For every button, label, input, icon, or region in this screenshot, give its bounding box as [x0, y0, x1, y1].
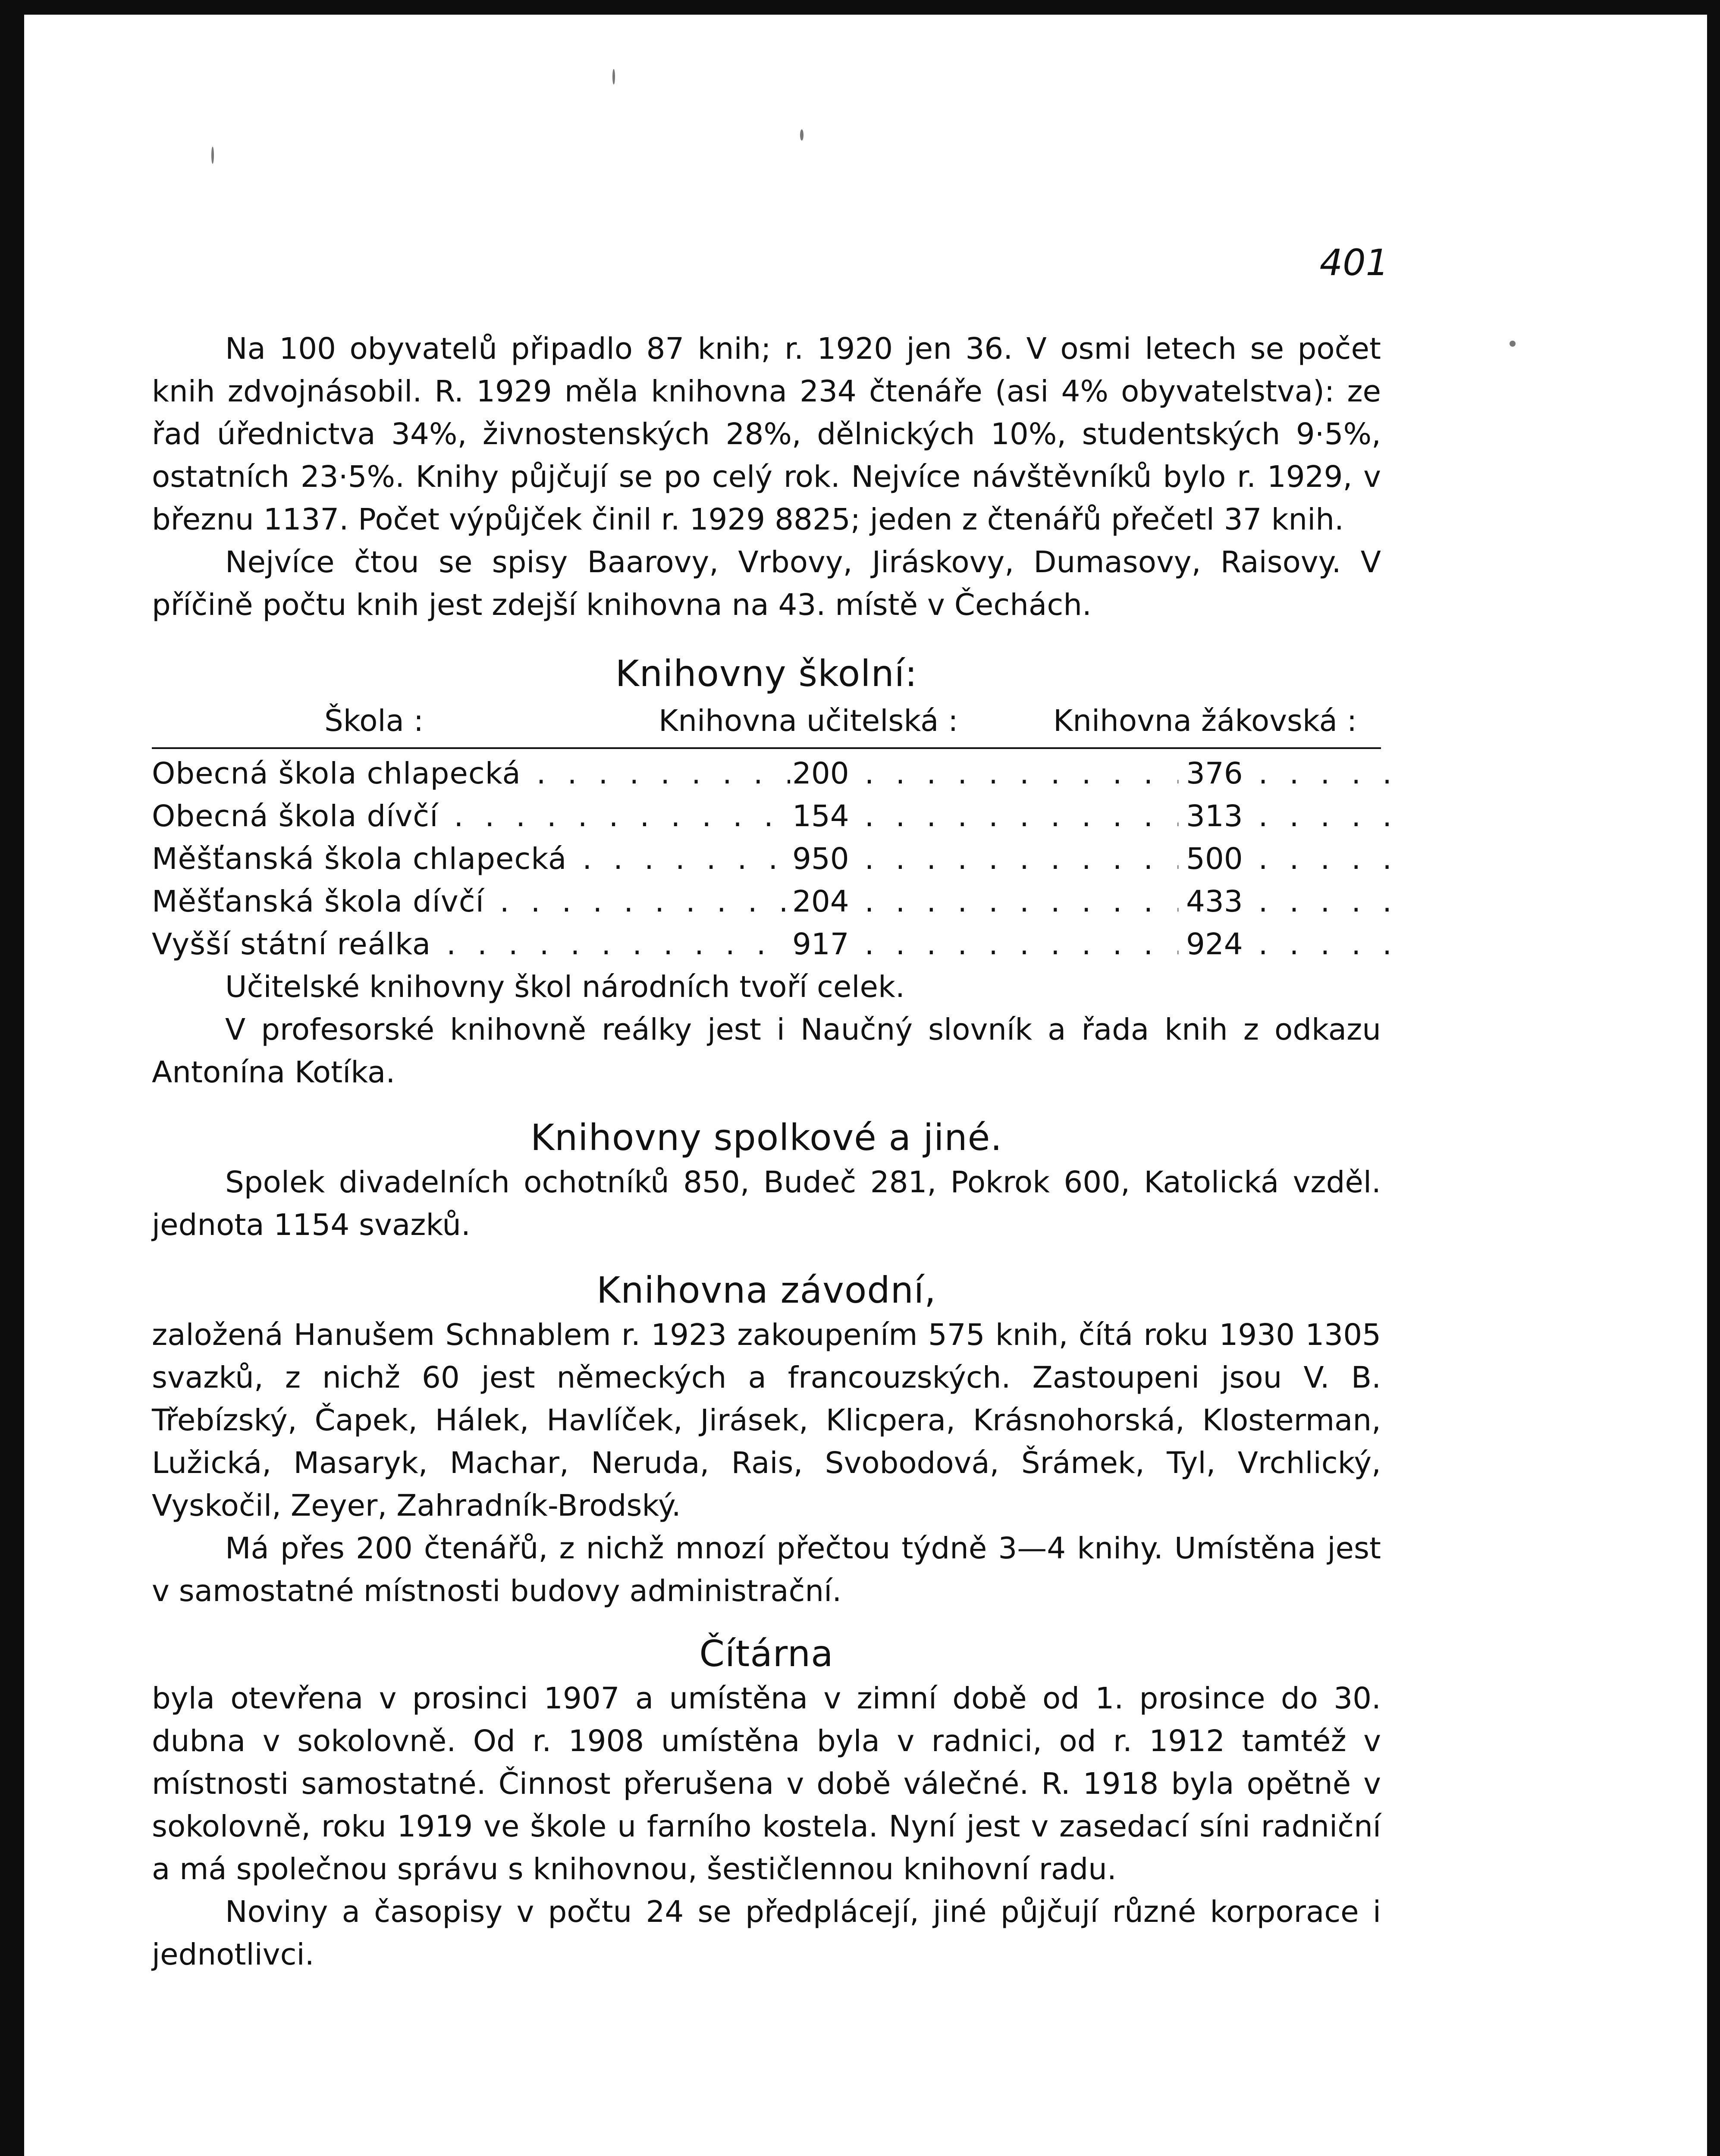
table-row	[152, 752, 1381, 795]
table-row	[152, 881, 1381, 923]
table-row	[152, 795, 1381, 838]
scan-speck	[1510, 341, 1516, 347]
table-rule	[152, 747, 1381, 749]
factory-library-paragraph-1: založená Hanušem Schnablem r. 1923 zakoupením 575 knih, čítá roku 1930 1305 svazků, z nichž 60 jest německých a francouzských. Zastoupeni jsou V. B. Třebízský, Čapek, Hálek, Havlíček, Jirásek, Klicpera, Krásnohorská, Klosterman, Lužická, Masaryk, Machar, Neruda, Rais, Svobodová, Šrámek, Tyl, Vrchlický, Vyskočil, Zeyer, Zahradník-Brodský.	[152, 1318, 1381, 1523]
teacher-library-count: 154 . . .	[792, 795, 1327, 838]
intro-paragraph-2: Nejvíce čtou se spisy Baarovy, Vrbovy, Jiráskovy, Dumasovy, Raisovy. V příčině počtu knih jest zdejší knihovna na 43. místě v Čechách.	[152, 545, 1381, 622]
pupil-library-count: 433 . . .	[1178, 881, 1389, 923]
school-name: Obecná škola dívčí . . .	[152, 795, 790, 838]
school-note-2: V profesorské knihovně reálky jest i Naučný slovník a řada knih z odkazu Antonína Kotíka.	[152, 1012, 1381, 1090]
table-row	[152, 838, 1381, 881]
scan-speck	[800, 129, 804, 141]
pupil-library-count: 313 . . .	[1178, 795, 1389, 838]
factory-library-heading: Knihovna závodní,	[596, 1269, 936, 1311]
teacher-library-count: 917 . . .	[792, 923, 1327, 966]
teacher-library-count: 950 . . .	[792, 838, 1327, 881]
club-libraries-text: Spolek divadelních ochotníků 850, Budeč 281, Pokrok 600, Katolická vzděl. jednota 1154 svazků.	[152, 1165, 1381, 1242]
school-libraries-heading: Knihovny školní:	[615, 652, 918, 695]
school-note-1: Učitelské knihovny škol národních tvoří celek.	[225, 970, 905, 1004]
column-header-pupil-library: Knihovna žákovská :	[1053, 704, 1357, 738]
scan-speck	[612, 69, 615, 85]
pupil-library-count: 500 . . .	[1178, 838, 1389, 881]
school-name: Obecná škola chlapecká . . .	[152, 752, 790, 795]
factory-library-paragraph-2: Má přes 200 čtenářů, z nichž mnozí přečtou týdně 3—4 knihy. Umístěna jest v samostatné místnosti budovy administrační.	[152, 1531, 1381, 1608]
school-name: Vyšší státní reálka . . .	[152, 923, 790, 966]
text-column	[152, 328, 1381, 1976]
school-name: Měšťanská škola dívčí . . .	[152, 881, 790, 923]
table-row	[152, 923, 1381, 966]
reading-room-paragraph-1: byla otevřena v prosinci 1907 a umístěna v zimní době od 1. prosince do 30. dubna v sokolovně. Od r. 1908 umístěna byla v radnici, od r. 1912 tamtéž v místnosti samostatné. Činnost přerušena v době válečné. R. 1918 byla opětně v sokolovně, roku 1919 ve škole u farního kostela. Nyní jest v zasedací síni radniční a má společnou správu s knihovnou, šestičlennou knihovní radu.	[152, 1681, 1381, 1887]
teacher-library-count: 204 . . .	[792, 881, 1327, 923]
school-table-header	[152, 697, 1381, 745]
column-header-school: Škola :	[324, 704, 424, 738]
pupil-library-count: 376 . . .	[1178, 752, 1389, 795]
reading-room-paragraph-2: Noviny a časopisy v počtu 24 se předplácejí, jiné půjčují různé korporace i jednotlivci.	[152, 1895, 1381, 1972]
page-number: 401	[1319, 241, 1389, 284]
pupil-library-count: 924 . . .	[1178, 923, 1389, 966]
teacher-library-count: 200 . . .	[792, 752, 1327, 795]
column-header-teacher-library: Knihovna učitelská :	[659, 704, 958, 738]
club-libraries-heading: Knihovny spolkové a jiné.	[530, 1116, 1003, 1159]
scan-speck	[211, 147, 214, 164]
intro-paragraph-1: Na 100 obyvatelů připadlo 87 knih; r. 1920 jen 36. V osmi letech se počet knih zdvojnásobil. R. 1929 měla knihovna 234 čtenáře (asi 4% obyvatelstva): ze řad úřednictva 34%, živnostenských 28%, dělnických 10%, studentských 9·5%, ostatních 23·5%. Knihy půjčují se po celý rok. Nejvíce návštěvníků bylo r. 1929, v březnu 1137. Počet výpůjček činil r. 1929 8825; jeden z čtenářů přečetl 37 knih.	[152, 332, 1381, 537]
school-name: Měšťanská škola chlapecká . . .	[152, 838, 790, 881]
reading-room-heading: Čítárna	[699, 1633, 834, 1675]
